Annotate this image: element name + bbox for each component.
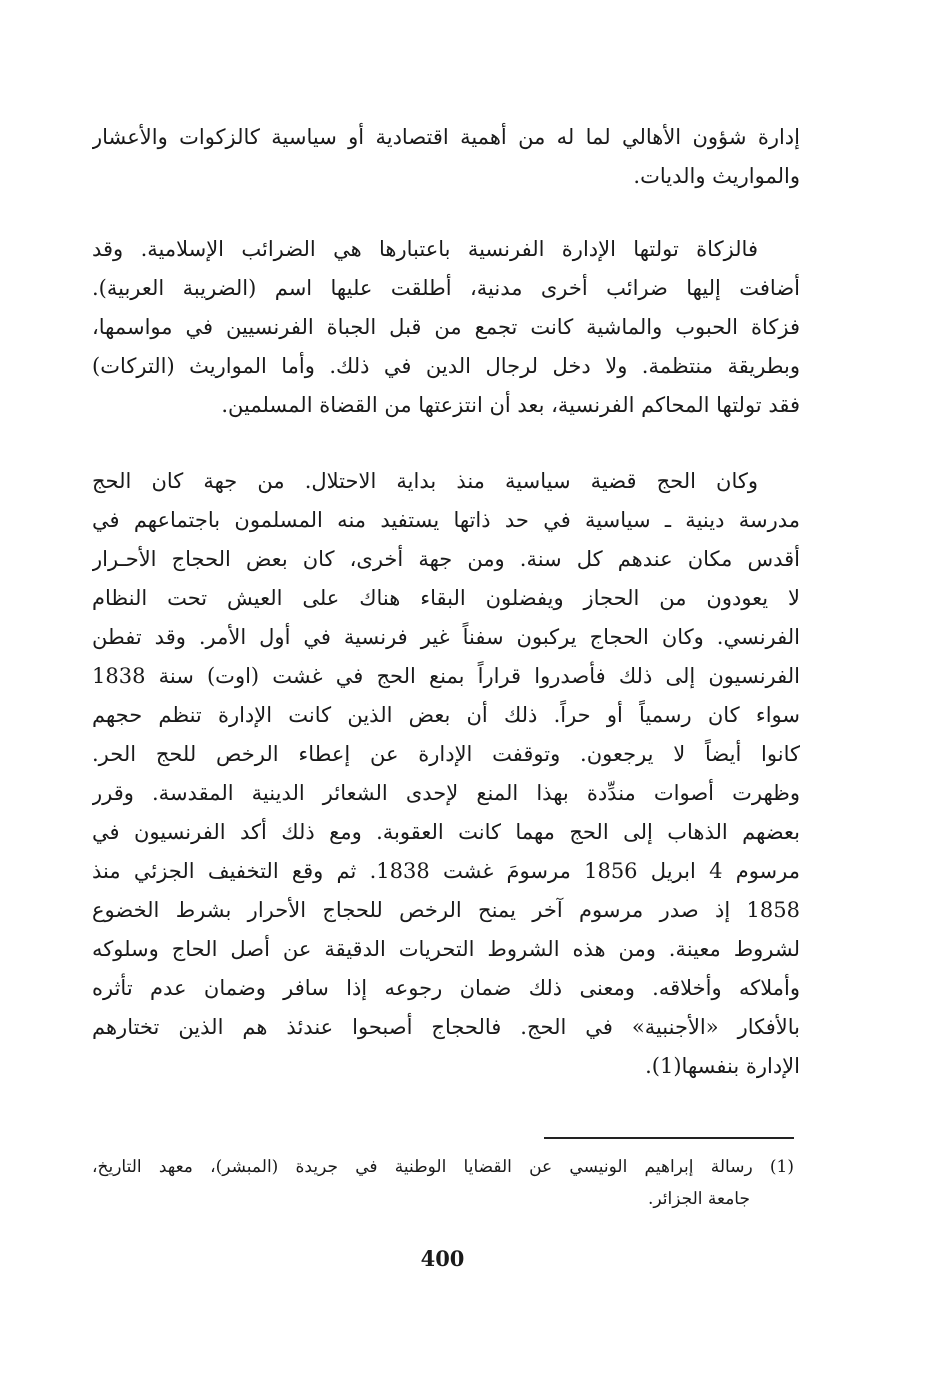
footnote-line: جامعة الجزائر. — [647, 1189, 750, 1209]
paragraph-line: وأملاكه وأخلاقه. ومعنى ذلك ضمان رجوعه إذا سافر وضمان عدم تأثره — [92, 976, 800, 1000]
paragraph-line: إدارة شؤون الأهالي لما له من أهمية اقتصادية أو سياسية كالزكوات والأعشار — [92, 125, 800, 149]
paragraph-line: بعضهم الذهاب إلى الحج مهما كانت العقوبة. ومع ذلك أكد الفرنسيون في — [92, 820, 800, 844]
footnote — [92, 1151, 794, 1215]
paragraph-line: والمواريث والديات. — [633, 164, 800, 188]
paragraph-line: بالأفكار «الأجنبية» في الحج. فالحجاج أصبحوا عندئذ هم الذين تختارهم — [92, 1015, 800, 1039]
paragraph-line: فقد تولتها المحاكم الفرنسية، بعد أن انتزعتها من القضاة المسلمين. — [221, 393, 800, 417]
paragraph-line: أقدس مكان عندهم كل سنة. ومن جهة أخرى، كان بعض الحجاج الأحـرار — [92, 547, 800, 571]
paragraph-line: وظهرت أصوات مندِّدة بهذا المنع لإحدى الشعائر الدينية المقدسة. وقرر — [92, 781, 800, 805]
paragraph-line: كانوا أيضاً لا يرجعون. وتوقفت الإدارة عن إعطاء الرخص للحج الحر. — [92, 742, 800, 766]
paragraph-2 — [92, 230, 800, 425]
paragraph-line: مدرسة دينية ـ سياسية في حد ذاتها يستفيد منه المسلمون باجتماعهم في — [92, 508, 800, 532]
paragraph-line: فزكاة الحبوب والماشية كانت تجمع من قبل الجباة الفرنسيين في مواسمها، — [92, 315, 800, 339]
paragraph-line: الفرنسيون إلى ذلك فأصدروا قراراً بمنع الحج في غشت (اوت) سنة 1838 — [92, 664, 800, 688]
paragraph-line: فالزكاة تولتها الإدارة الفرنسية باعتبارها هي الضرائب الإسلامية. وقد — [92, 237, 758, 261]
paragraph-line: وبطريقة منتظمة. ولا دخل لرجال الدين في ذلك. وأما المواريث (التركات) — [92, 354, 800, 378]
paragraph-3 — [92, 462, 800, 1086]
paragraph-line: الفرنسي. وكان الحجاج يركبون سفناً غير فرنسية في أول الأمر. وقد تفطن — [92, 625, 800, 649]
footnote-line: (1) رسالة إبراهيم الونيسي عن القضايا الوطنية في جريدة (المبشر)، معهد التاريخ، — [92, 1157, 794, 1177]
paragraph-line: لا يعودون من الحجاز ويفضلون البقاء هناك على العيش تحت النظام — [92, 586, 800, 610]
paragraph-line: وكان الحج قضية سياسية منذ بداية الاحتلال. من جهة كان الحج — [92, 469, 758, 493]
footnote-separator — [544, 1137, 794, 1139]
paragraph-line: 1858 إذ صدر مرسوم آخر يمنح الرخص للحجاج الأحرار بشرط الخضوع — [92, 898, 800, 922]
page-number: 400 — [420, 1246, 465, 1271]
paragraph-line: سواء كان رسمياً أو حراً. ذلك أن بعض الذين كانت الإدارة تنظم حجهم — [92, 703, 800, 727]
paragraph-line: الإدارة بنفسها(1). — [645, 1054, 800, 1078]
paragraph-line: مرسوم 4 ابريل 1856 مرسومَ غشت 1838. ثم وقع التخفيف الجزئي منذ — [92, 859, 800, 883]
paragraph-line: لشروط معينة. ومن هذه الشروط التحريات الدقيقة عن أصل الحاج وسلوكه — [92, 937, 800, 961]
paragraph-line: أضافت إليها ضرائب أخرى مدنية، أطلقت عليها اسم (الضريبة العربية). — [92, 276, 800, 300]
paragraph-1 — [92, 118, 800, 196]
